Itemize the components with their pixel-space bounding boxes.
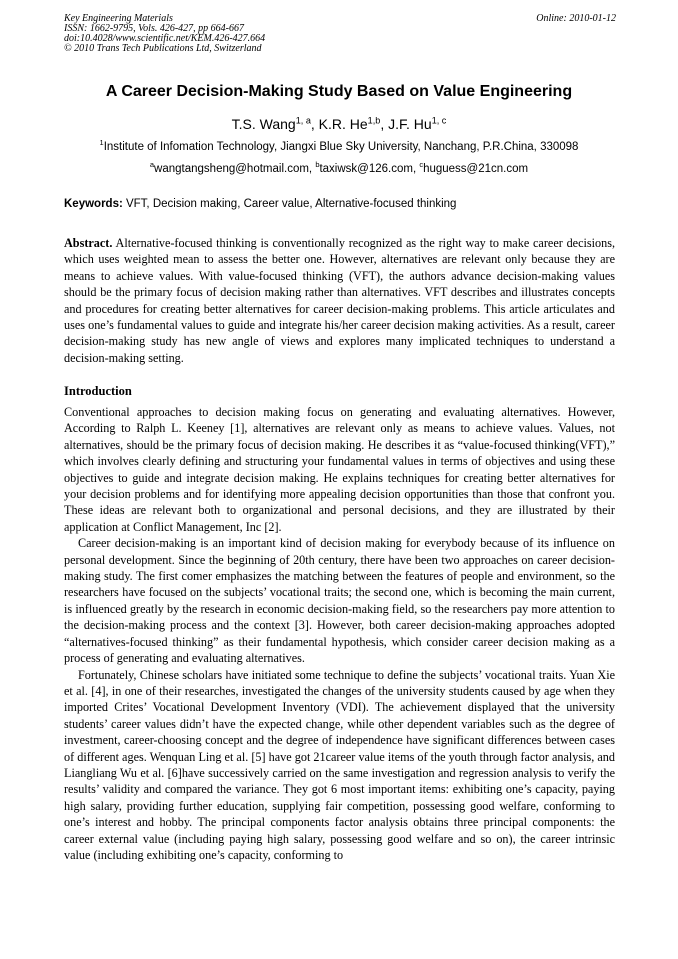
email-address: huguess@21cn.com: [423, 163, 529, 175]
affiliation-text: Institute of Infomation Technology, Jiangxi Blue Sky University, Nanchang, P.R.China, 330098: [103, 141, 579, 153]
doi-line: doi:10.4028/www.scientific.net/KEM.426-427.664: [64, 33, 266, 44]
author-superscript: 1, c: [431, 115, 447, 126]
author-name: T.S. Wang: [231, 116, 296, 132]
paragraph: Fortunately, Chinese scholars have initiated some technique to define the subjects’ vocational traits. Yuan Xie et al. [4], in one of their researches, investigated the changes of the university students caused by age when they imported Crites’ Vocational Development Inventory (VDI). The achievement displayed that the university students’ career values didn’t have the expected change, while other dependent variables such as the degree of investment, career-choosing concept and the degree of independence have significant differences between cases of different ages. Wenquan Ling et al. [5] have got 21career value items of the youth through factor analysis, and Liangliang Wu et al. [6]have successively carried on the same investigation and regression analysis to verify the results’ validity and compared the variance. They got 6 most important items: exhibiting one’s capacity, paying high salary, providing further education, supplying fair competition, possessing good welfare, conforming to one’s interest and hobby. The principal components factor analysis obtains three principal components: the career external value (including paying high salary, possessing good welfare and so on), the career intrinsic value (including exhibiting one’s capacity, conforming to: [64, 667, 615, 862]
abstract-text: Alternative-focused thinking is conventionally recognized as the right way to make career decisions, which uses weighted mean to assess the better one. However, alternatives are relevant only because they are means to achieve values. With value-focused thinking (VFT), the authors advance decision-making values should be the primary focus of decision making rather than alternatives. VFT describes and illustrates concepts and procedures for creating better alternatives for career decision-making problems. This article articulates and uses one’s fundamental values to guide and integrate his/her career decision making activities. As a result, career decision-making study has new angle of views and explores many implicated techniques to understand a decision-making setting.: [64, 236, 615, 365]
paper-title: A Career Decision-Making Study Based on Value Engineering: [105, 83, 573, 100]
author-emails: $^a$wangtangsheng@hotmail.com, $^b$taxiwsk@126.com, $^c$huguess@21cn.com: [149, 160, 529, 175]
keywords: [64, 197, 616, 212]
keywords-text: VFT, Decision making, Career value, Alternative-focused thinking: [122, 198, 457, 210]
affiliation-superscript: 1: [99, 138, 104, 148]
author-list: T.S. Wang$^{1, a}$, K.R. He$^{1,b}$, J.F. Hu$^{1, c}$: [231, 115, 447, 132]
email-address: taxiwsk@126.com: [319, 163, 413, 175]
abstract: [64, 235, 615, 366]
introduction-body: [64, 404, 615, 863]
author-superscript: 1,b: [367, 115, 381, 126]
journal-name: Key Engineering Materials: [64, 13, 173, 24]
issn-line: ISSN: 1662-9795, Vols. 426-427, pp 664-667: [64, 23, 244, 34]
author-name: K.R. He: [318, 116, 368, 132]
online-date: Online: 2010-01-12: [536, 13, 616, 24]
email-address: wangtangsheng@hotmail.com: [154, 163, 309, 175]
keywords-label: Keywords:: [64, 198, 123, 210]
abstract-label: Abstract.: [64, 236, 113, 250]
paragraph: Conventional approaches to decision making focus on generating and evaluating alternatives. However, According to Ralph L. Keeney [1], alternatives are relevant only as means to achieve values. Values, not alternatives, should be the primary focus of decision making. He describes it as “value-focused thinking(VFT),” which involves clearly defining and structuring your fundamental values in terms of objectives and using these objectives to guide and integrate decision making. He explains techniques for creating better alternatives for your decision problems and for identifying more appealing decision opportunities than those that confront you. These ideas are relevant both to organizational and personal decisions, and they are illustrated by their application at Conflict Management, Inc [2].: [64, 405, 615, 534]
author-name: J.F. Hu: [388, 116, 432, 132]
paragraph: Career decision-making is an important kind of decision making for everybody because of its influence on personal development. Since the beginning of 20th century, there have been two approaches on career decision-making study. The first comer emphasizes the matching between the features of people and environment, so the researchers have focused on the subjects’ vocational traits; the second one, which is becoming the main current, is influenced greatly by the research in economic decision-making field, so the researchers pay more attention to the decision-making process and the context [3]. However, both career decision-making approaches adopted “alternatives-focused thinking” as their fundamental hypothesis, which consider career decision making as a process of generating and evaluating alternatives.: [64, 536, 615, 666]
copyright-line: © 2010 Trans Tech Publications Ltd, Switzerland: [64, 43, 262, 54]
section-heading-introduction: Introduction: [64, 384, 132, 398]
journal-header: [64, 14, 616, 54]
author-superscript: 1, a: [295, 115, 311, 126]
affiliation: [64, 140, 614, 155]
